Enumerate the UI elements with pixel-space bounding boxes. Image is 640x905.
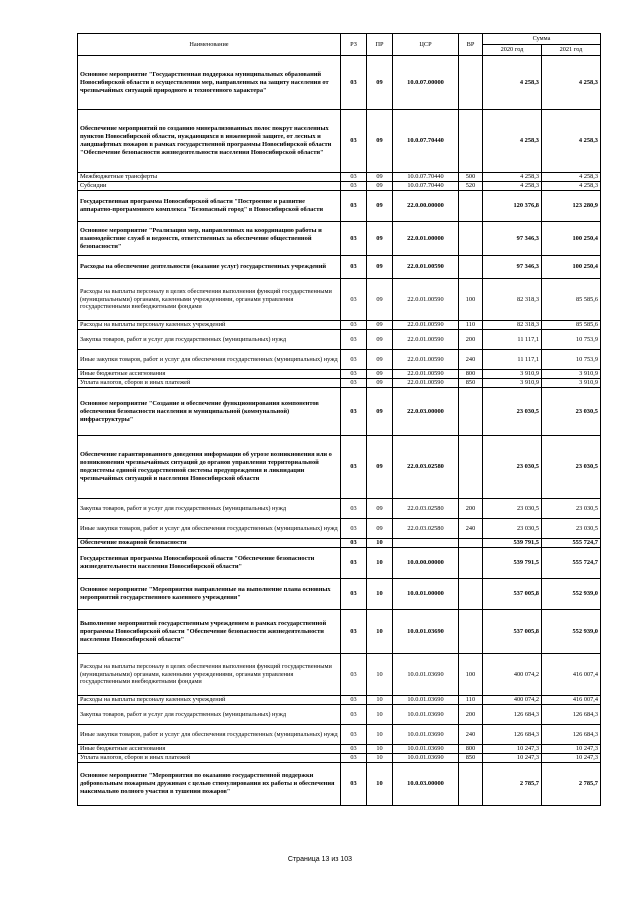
row-rz: 03 — [341, 321, 367, 330]
row-name: Иные бюджетные ассигнования — [78, 745, 341, 754]
table-row — [78, 279, 601, 321]
row-rz: 03 — [341, 548, 367, 579]
row-value-2021: 100 250,4 — [542, 256, 601, 279]
table-row — [78, 222, 601, 256]
row-name: Закупка товаров, работ и услуг для государственных (муниципальных) нужд — [78, 330, 341, 350]
row-value-2021: 552 939,0 — [542, 579, 601, 610]
row-rz: 03 — [341, 436, 367, 499]
row-value-2021: 416 007,4 — [542, 696, 601, 705]
row-vr: 200 — [459, 705, 483, 725]
row-pr: 10 — [367, 754, 393, 763]
header-vr: ВР — [459, 34, 483, 56]
row-vr: 200 — [459, 499, 483, 519]
row-rz: 03 — [341, 350, 367, 370]
row-vr: 100 — [459, 279, 483, 321]
row-value-2021: 10 753,9 — [542, 350, 601, 370]
row-name: Расходы на выплаты персоналу казенных учреждений — [78, 321, 341, 330]
row-value-2020: 4 258,3 — [483, 182, 542, 191]
row-vr: 850 — [459, 379, 483, 388]
row-csr: 10.0.01.00000 — [393, 579, 459, 610]
row-value-2020: 4 258,3 — [483, 173, 542, 182]
row-pr: 09 — [367, 499, 393, 519]
row-vr: 200 — [459, 330, 483, 350]
row-pr: 10 — [367, 548, 393, 579]
row-pr: 10 — [367, 579, 393, 610]
row-rz: 03 — [341, 279, 367, 321]
row-csr: 10.0.07.00000 — [393, 56, 459, 110]
row-rz: 03 — [341, 654, 367, 696]
row-pr: 10 — [367, 745, 393, 754]
table-row — [78, 548, 601, 579]
row-vr: 500 — [459, 173, 483, 182]
row-value-2021: 23 030,5 — [542, 519, 601, 539]
table-row — [78, 110, 601, 173]
row-rz: 03 — [341, 388, 367, 436]
table-row — [78, 370, 601, 379]
row-pr: 09 — [367, 330, 393, 350]
row-value-2021: 4 258,3 — [542, 110, 601, 173]
row-value-2021: 126 684,3 — [542, 705, 601, 725]
table-row — [78, 763, 601, 806]
row-value-2020: 537 005,8 — [483, 610, 542, 654]
row-csr: 10.0.01.03690 — [393, 705, 459, 725]
row-value-2020: 3 910,9 — [483, 370, 542, 379]
table-row — [78, 705, 601, 725]
row-rz: 03 — [341, 539, 367, 548]
row-value-2021: 123 280,9 — [542, 191, 601, 222]
row-vr — [459, 436, 483, 499]
row-value-2021: 126 684,3 — [542, 725, 601, 745]
row-name: Иные закупки товаров, работ и услуг для обеспечения государственных (муниципальных) нужд — [78, 725, 341, 745]
row-name: Уплата налогов, сборов и иных платежей — [78, 379, 341, 388]
table-row — [78, 745, 601, 754]
row-rz: 03 — [341, 725, 367, 745]
table-row — [78, 350, 601, 370]
row-vr — [459, 110, 483, 173]
row-value-2020: 11 117,1 — [483, 350, 542, 370]
row-pr: 10 — [367, 654, 393, 696]
row-rz: 03 — [341, 696, 367, 705]
row-value-2021: 3 910,9 — [542, 370, 601, 379]
row-pr: 09 — [367, 436, 393, 499]
row-value-2020: 539 791,5 — [483, 539, 542, 548]
row-vr — [459, 763, 483, 806]
row-vr: 240 — [459, 725, 483, 745]
row-csr — [393, 539, 459, 548]
row-name: Обеспечение гарантированного доведения информации об угрозе возникновения или о возникновении чрезвычайных ситуаций до органов управления территориальной подсистемы единой государственной системы предупреждения и ликвидации чрезвычайных ситуаций и населения Новосибирской области — [78, 436, 341, 499]
row-vr: 100 — [459, 654, 483, 696]
header-sum: Сумма — [483, 34, 601, 45]
row-rz: 03 — [341, 370, 367, 379]
header-rz: РЗ — [341, 34, 367, 56]
row-value-2021: 555 724,7 — [542, 539, 601, 548]
row-rz: 03 — [341, 56, 367, 110]
row-csr: 10.0.01.03690 — [393, 610, 459, 654]
row-csr: 22.0.01.00590 — [393, 256, 459, 279]
table-row — [78, 330, 601, 350]
row-name: Закупка товаров, работ и услуг для государственных (муниципальных) нужд — [78, 499, 341, 519]
row-rz: 03 — [341, 579, 367, 610]
row-value-2020: 3 910,9 — [483, 379, 542, 388]
row-value-2020: 10 247,3 — [483, 745, 542, 754]
row-pr: 09 — [367, 279, 393, 321]
row-value-2021: 10 247,3 — [542, 745, 601, 754]
row-rz: 03 — [341, 191, 367, 222]
row-csr: 22.0.01.00590 — [393, 379, 459, 388]
row-value-2020: 10 247,3 — [483, 754, 542, 763]
row-value-2020: 2 785,7 — [483, 763, 542, 806]
row-value-2020: 400 074,2 — [483, 696, 542, 705]
row-value-2021: 23 030,5 — [542, 388, 601, 436]
row-csr: 22.0.01.00590 — [393, 350, 459, 370]
row-vr — [459, 256, 483, 279]
row-csr: 22.0.01.00590 — [393, 330, 459, 350]
row-value-2021: 4 258,3 — [542, 182, 601, 191]
row-vr — [459, 610, 483, 654]
row-csr: 10.0.00.00000 — [393, 548, 459, 579]
row-value-2021: 85 585,6 — [542, 279, 601, 321]
row-value-2021: 23 030,5 — [542, 436, 601, 499]
row-name: Уплата налогов, сборов и иных платежей — [78, 754, 341, 763]
row-csr: 22.0.01.00590 — [393, 279, 459, 321]
row-value-2021: 4 258,3 — [542, 173, 601, 182]
budget-table — [77, 33, 601, 806]
row-csr: 10.0.01.03690 — [393, 725, 459, 745]
header-pr: ПР — [367, 34, 393, 56]
row-rz: 03 — [341, 705, 367, 725]
row-csr: 22.0.00.00000 — [393, 191, 459, 222]
row-vr: 240 — [459, 519, 483, 539]
row-name: Иные бюджетные ассигнования — [78, 370, 341, 379]
row-value-2021: 4 258,3 — [542, 56, 601, 110]
row-vr — [459, 388, 483, 436]
table-row — [78, 499, 601, 519]
row-vr: 850 — [459, 754, 483, 763]
table-row — [78, 191, 601, 222]
row-csr: 22.0.03.02580 — [393, 436, 459, 499]
row-name: Государственная программа Новосибирской области "Построение и развитие аппаратно-программного комплекса "Безопасный город" в Новосибирской области — [78, 191, 341, 222]
row-name: Иные закупки товаров, работ и услуг для обеспечения государственных (муниципальных) нужд — [78, 350, 341, 370]
table-row — [78, 725, 601, 745]
row-name: Основное мероприятие "Создание и обеспечение функционирования компонентов обеспечения безопасности населения и муниципальной (коммунальной) инфраструктуры" — [78, 388, 341, 436]
row-name: Основное мероприятие "Мероприятия по оказанию государственной поддержки добровольным пожарным дружинам с целью стимулирования их работы и обеспечения максимально полного участия в тушении пожаров" — [78, 763, 341, 806]
row-rz: 03 — [341, 519, 367, 539]
row-rz: 03 — [341, 379, 367, 388]
row-rz: 03 — [341, 745, 367, 754]
budget-table-container — [77, 33, 600, 806]
row-value-2021: 2 785,7 — [542, 763, 601, 806]
row-pr: 09 — [367, 321, 393, 330]
row-name: Основное мероприятие "Мероприятия направленные на выполнение плана основных мероприятий государственного казенного учреждения" — [78, 579, 341, 610]
row-rz: 03 — [341, 182, 367, 191]
header-csr: ЦСР — [393, 34, 459, 56]
row-pr: 09 — [367, 256, 393, 279]
row-vr — [459, 56, 483, 110]
row-vr — [459, 539, 483, 548]
row-csr: 22.0.01.00590 — [393, 321, 459, 330]
header-2021: 2021 год — [542, 45, 601, 56]
row-name: Обеспечение пожарной безопасности — [78, 539, 341, 548]
row-rz: 03 — [341, 222, 367, 256]
row-rz: 03 — [341, 610, 367, 654]
row-rz: 03 — [341, 173, 367, 182]
header-2020: 2020 год — [483, 45, 542, 56]
row-value-2020: 23 030,5 — [483, 499, 542, 519]
row-name: Основное мероприятие "Реализация мер, направленных на координацию работы и взаимодействие служб и ведомств, ответственных за обеспечение общественной безопасности" — [78, 222, 341, 256]
row-value-2020: 23 030,5 — [483, 388, 542, 436]
table-row — [78, 754, 601, 763]
row-value-2020: 97 346,3 — [483, 222, 542, 256]
row-value-2020: 400 074,2 — [483, 654, 542, 696]
row-rz: 03 — [341, 110, 367, 173]
row-value-2020: 97 346,3 — [483, 256, 542, 279]
row-csr: 10.0.01.03690 — [393, 654, 459, 696]
row-value-2020: 4 258,3 — [483, 56, 542, 110]
row-value-2021: 3 910,9 — [542, 379, 601, 388]
row-csr: 10.0.01.03690 — [393, 745, 459, 754]
row-csr: 22.0.03.02580 — [393, 499, 459, 519]
row-vr: 800 — [459, 370, 483, 379]
row-value-2020: 82 318,3 — [483, 279, 542, 321]
table-row — [78, 173, 601, 182]
row-value-2021: 552 939,0 — [542, 610, 601, 654]
row-name: Закупка товаров, работ и услуг для государственных (муниципальных) нужд — [78, 705, 341, 725]
table-row — [78, 56, 601, 110]
row-pr: 09 — [367, 191, 393, 222]
row-value-2020: 23 030,5 — [483, 436, 542, 499]
table-row — [78, 379, 601, 388]
row-vr: 800 — [459, 745, 483, 754]
row-csr: 10.0.03.00000 — [393, 763, 459, 806]
table-row — [78, 539, 601, 548]
row-rz: 03 — [341, 256, 367, 279]
row-csr: 10.0.01.03690 — [393, 696, 459, 705]
row-rz: 03 — [341, 499, 367, 519]
row-value-2021: 555 724,7 — [542, 548, 601, 579]
row-pr: 09 — [367, 110, 393, 173]
row-name: Межбюджетные трансферты — [78, 173, 341, 182]
row-vr — [459, 579, 483, 610]
table-row — [78, 388, 601, 436]
row-value-2020: 82 318,3 — [483, 321, 542, 330]
row-csr: 10.0.01.03690 — [393, 754, 459, 763]
row-pr: 10 — [367, 763, 393, 806]
row-pr: 09 — [367, 370, 393, 379]
row-pr: 09 — [367, 350, 393, 370]
table-row — [78, 519, 601, 539]
row-vr — [459, 222, 483, 256]
row-csr: 22.0.03.00000 — [393, 388, 459, 436]
row-vr: 520 — [459, 182, 483, 191]
row-value-2020: 11 117,1 — [483, 330, 542, 350]
row-value-2020: 120 376,8 — [483, 191, 542, 222]
row-pr: 10 — [367, 539, 393, 548]
row-pr: 09 — [367, 388, 393, 436]
row-pr: 09 — [367, 379, 393, 388]
row-name: Расходы на выплаты персоналу в целях обеспечения выполнения функций государственными (муниципальными) органами, казенными учреждениями, органами управления государственными внебюджетными фондами — [78, 279, 341, 321]
row-pr: 09 — [367, 173, 393, 182]
row-pr: 10 — [367, 705, 393, 725]
header-name: Наименование — [78, 34, 341, 56]
row-vr: 110 — [459, 321, 483, 330]
table-row — [78, 182, 601, 191]
table-row — [78, 436, 601, 499]
row-value-2020: 126 684,3 — [483, 725, 542, 745]
row-value-2020: 23 030,5 — [483, 519, 542, 539]
row-value-2020: 4 258,3 — [483, 110, 542, 173]
row-csr: 22.0.01.00000 — [393, 222, 459, 256]
row-value-2021: 10 247,3 — [542, 754, 601, 763]
row-csr: 22.0.01.00590 — [393, 370, 459, 379]
row-name: Субсидии — [78, 182, 341, 191]
row-rz: 03 — [341, 754, 367, 763]
row-name: Государственная программа Новосибирской области "Обеспечение безопасности жизнедеятельности населения Новосибирской области" — [78, 548, 341, 579]
row-vr: 240 — [459, 350, 483, 370]
table-row — [78, 256, 601, 279]
row-vr — [459, 191, 483, 222]
table-row — [78, 610, 601, 654]
row-name: Обеспечение мероприятий по созданию минерализованных полос покрут населенных пунктов Новосибирской области, нуждающихся в инженерной защите, от лесных и ландшафтных пожаров в рамках государственной программы Новосибирской области "Обеспечение безопасности жизнедеятельности населения Новосибирской области" — [78, 110, 341, 173]
row-name: Расходы на обеспечение деятельности (оказание услуг) государственных учреждений — [78, 256, 341, 279]
row-rz: 03 — [341, 763, 367, 806]
row-value-2020: 537 005,8 — [483, 579, 542, 610]
row-csr: 10.0.07.70440 — [393, 182, 459, 191]
row-name: Основное мероприятие "Государственная поддержка муниципальных образований Новосибирской области в осуществлении мер, направленных на защиту населения от чрезвычайных ситуаций природного и техногенного характера" — [78, 56, 341, 110]
row-name: Иные закупки товаров, работ и услуг для обеспечения государственных (муниципальных) нужд — [78, 519, 341, 539]
row-rz: 03 — [341, 330, 367, 350]
page-number: Страница 13 из 103 — [287, 856, 353, 863]
row-vr: 110 — [459, 696, 483, 705]
row-value-2021: 10 753,9 — [542, 330, 601, 350]
row-value-2021: 85 585,6 — [542, 321, 601, 330]
row-pr: 10 — [367, 610, 393, 654]
table-row — [78, 696, 601, 705]
row-name: Выполнение мероприятий государственным учреждением в рамках государственной программы Новосибирской области "Обеспечение безопасности жизнедеятельности населения Новосибирской области" — [78, 610, 341, 654]
row-name: Расходы на выплаты персоналу в целях обеспечения выполнения функций государственными (муниципальными) органами, казенными учреждениями, органами управления государственными внебюджетными фондами — [78, 654, 341, 696]
row-value-2021: 416 007,4 — [542, 654, 601, 696]
row-csr: 22.0.03.02580 — [393, 519, 459, 539]
row-pr: 09 — [367, 519, 393, 539]
table-body — [78, 56, 601, 806]
row-csr: 10.0.07.70440 — [393, 173, 459, 182]
row-value-2020: 539 791,5 — [483, 548, 542, 579]
table-row — [78, 321, 601, 330]
table-row — [78, 579, 601, 610]
row-value-2020: 126 684,3 — [483, 705, 542, 725]
row-pr: 09 — [367, 182, 393, 191]
row-value-2021: 23 030,5 — [542, 499, 601, 519]
table-row — [78, 654, 601, 696]
row-csr: 10.0.07.70440 — [393, 110, 459, 173]
row-pr: 10 — [367, 725, 393, 745]
row-pr: 09 — [367, 222, 393, 256]
row-pr: 09 — [367, 56, 393, 110]
row-name: Расходы на выплаты персоналу казенных учреждений — [78, 696, 341, 705]
row-value-2021: 100 250,4 — [542, 222, 601, 256]
row-vr — [459, 548, 483, 579]
row-pr: 10 — [367, 696, 393, 705]
